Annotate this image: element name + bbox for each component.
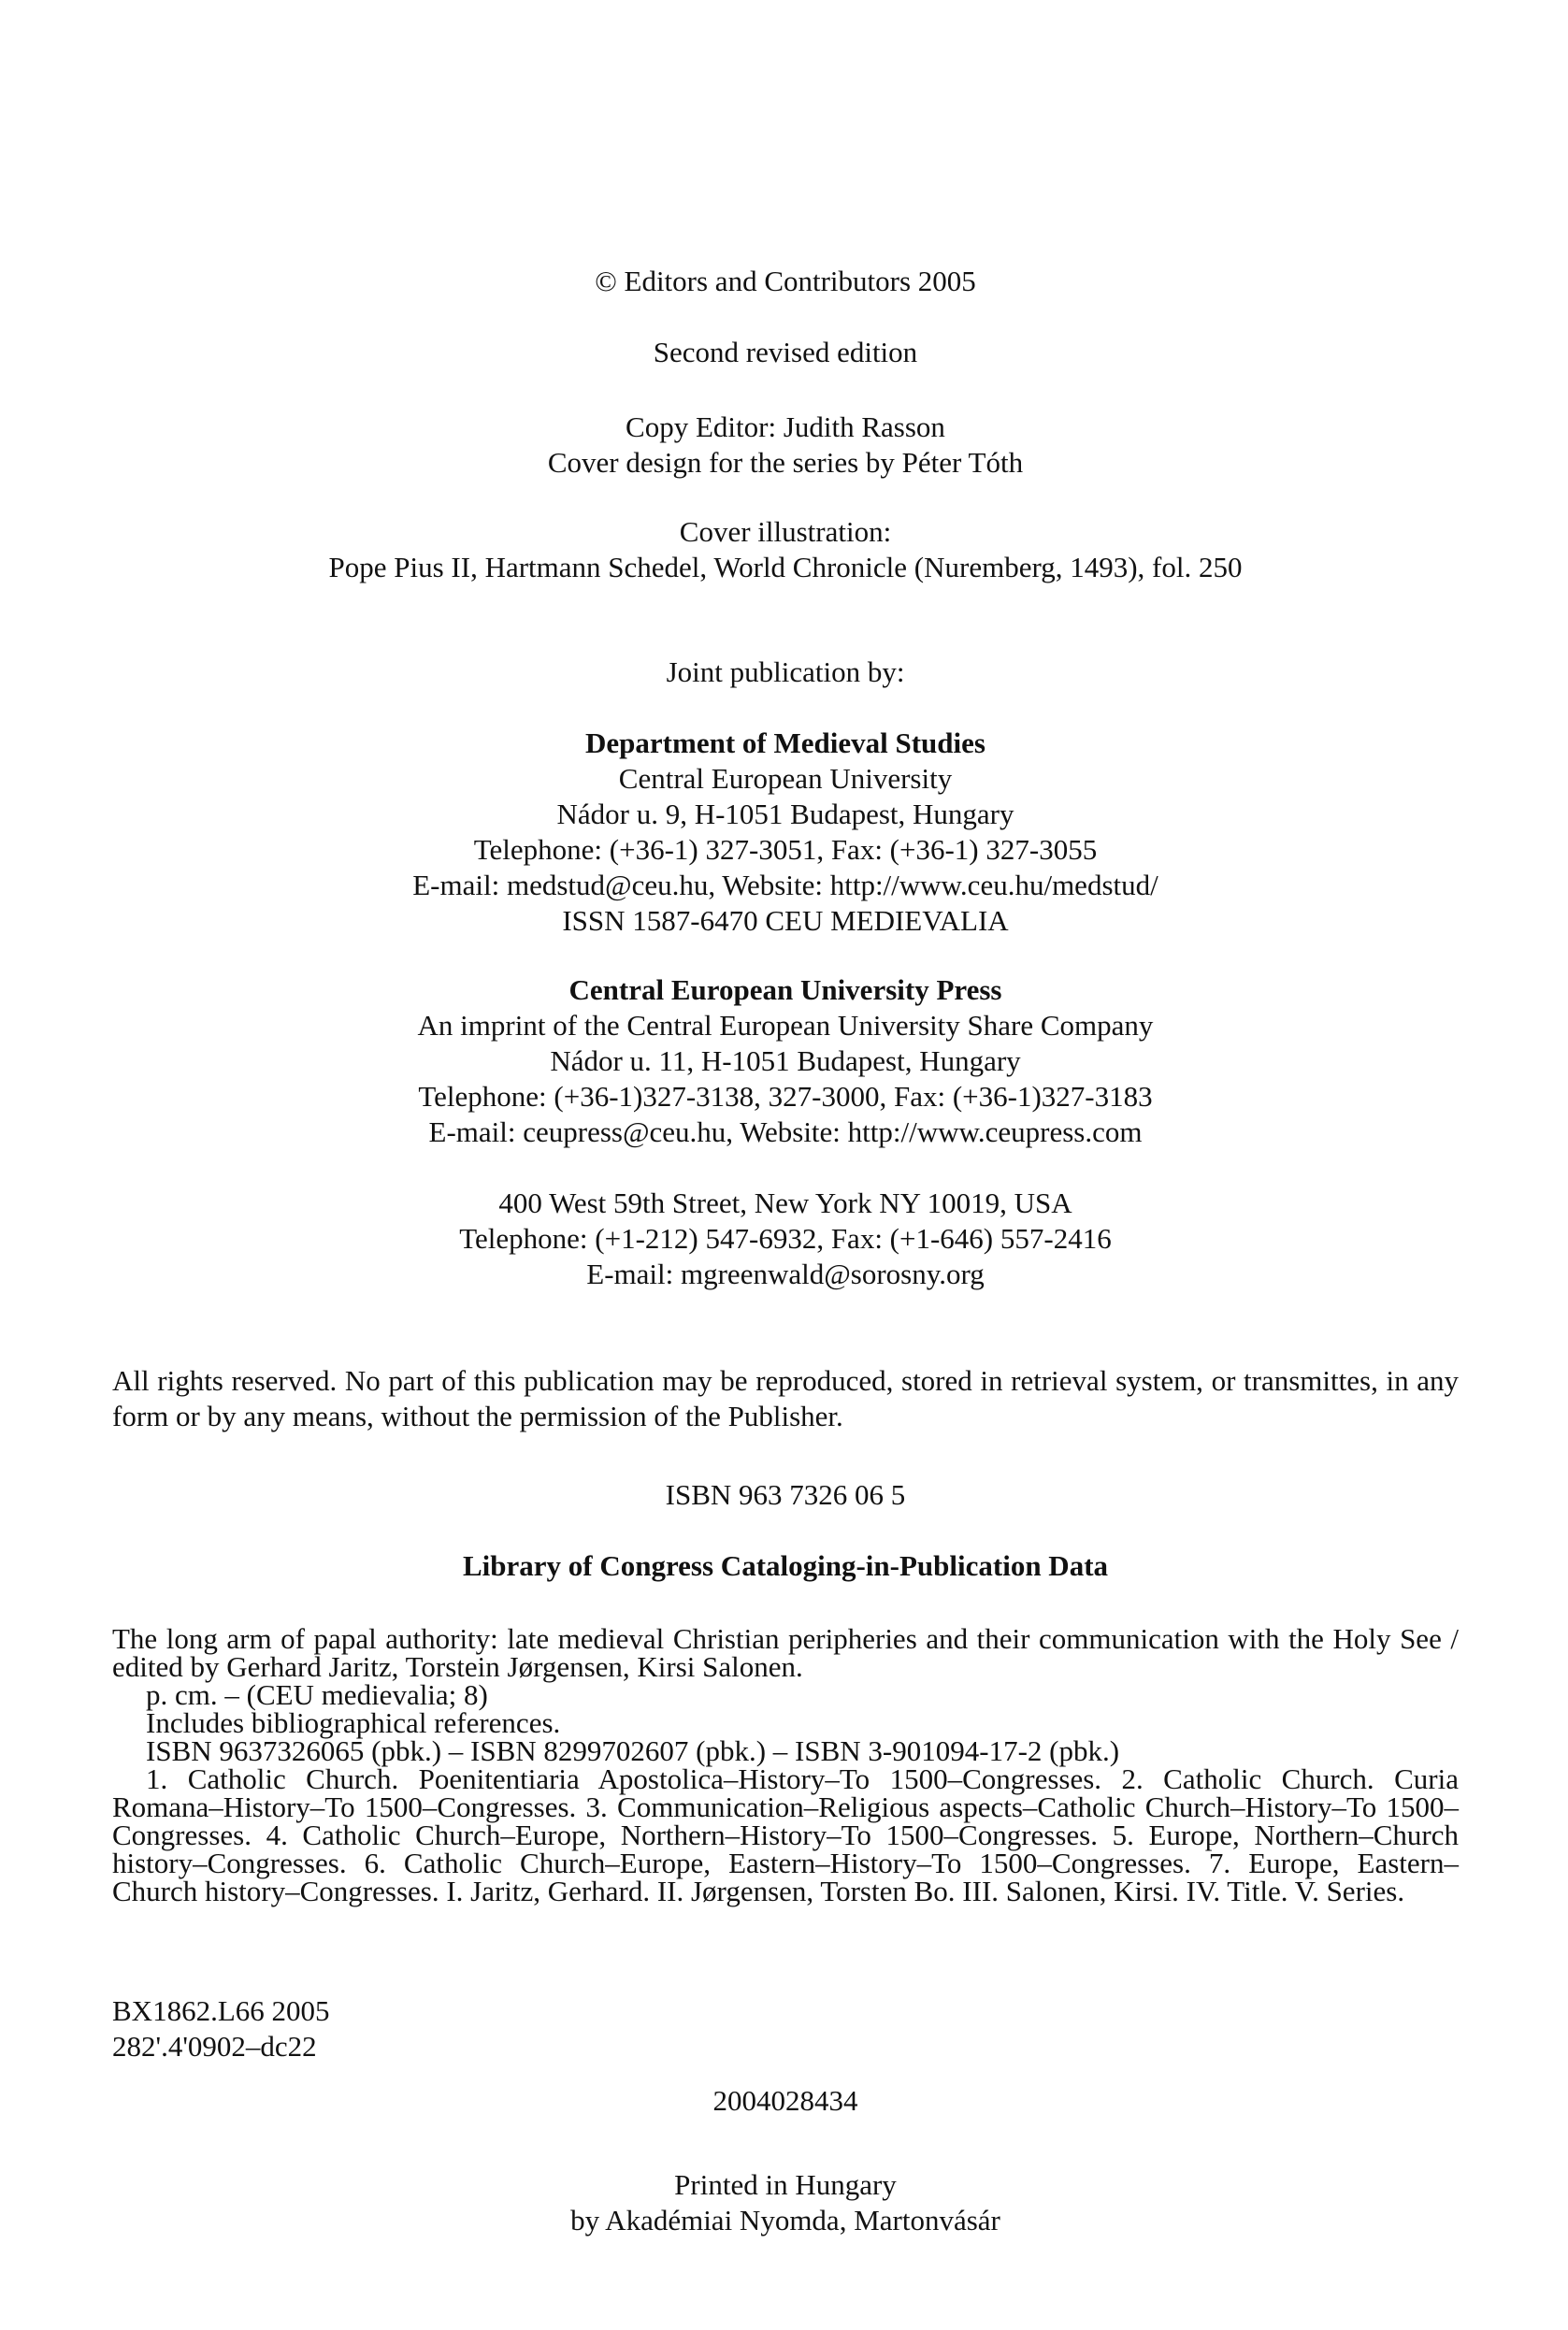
- press-line: E-mail: ceupress@ceu.hu, Website: http://www.ceupress.com: [428, 1115, 1143, 1148]
- lccn-block: [112, 2083, 1459, 2119]
- copyright-page: [112, 0, 1459, 2330]
- classification-block: [112, 1993, 1459, 2064]
- cip-title: The long arm of papal authority: late medieval Christian peripheries and their communication with the Holy See / edited by Gerhard Jaritz, Torstein Jørgensen, Kirsi Salonen.: [112, 1622, 1459, 1683]
- credits-block: [112, 410, 1459, 481]
- dewey-number: 282'.4'0902–dc22: [112, 2030, 317, 2063]
- rights-text: All rights reserved. No part of this publication may be reproduced, stored in retrieval system, or transmittes, in any form or by any means, without the permission of the Publisher.: [112, 1364, 1459, 1432]
- department-line: Nádor u. 9, H-1051 Budapest, Hungary: [556, 798, 1014, 830]
- us-office-line: Telephone: (+1-212) 547-6932, Fax: (+1-646) 557-2416: [459, 1222, 1112, 1255]
- cover-illustration-label: Cover illustration:: [679, 515, 892, 548]
- cover-illustration-block: [112, 514, 1459, 585]
- department-name: Department of Medieval Studies: [585, 726, 985, 759]
- isbn-block: [112, 1477, 1459, 1513]
- copy-editor-line: Copy Editor: Judith Rasson: [626, 410, 945, 443]
- press-address-block: [112, 972, 1459, 1150]
- press-line: Telephone: (+36-1)327-3138, 327-3000, Fax: (+36-1)327-3183: [418, 1080, 1153, 1113]
- cip-subjects: 1. Catholic Church. Poenitentiaria Apostolica–History–To 1500–Congresses. 2. Catholic Church. Curia Romana–History–To 1500–Congresses. 3. Communication–Religious aspects–Catholic Church–History–To 1500–Congresses. 4. Catholic Church–Europe, Northern–History–To 1500–Congresses. 5. Europe, Northern–Church history–Congresses. 6. Catholic Church–Europe, Eastern–History–To 1500–Congresses. 7. Europe, Eastern–Church history–Congresses. I. Jaritz, Gerhard. II. Jørgensen, Torsten Bo. III. Salonen, Kirsi. IV. Title. V. Series.: [112, 1762, 1459, 1907]
- cip-heading: Library of Congress Cataloging-in-Publication Data: [462, 1549, 1109, 1582]
- department-line: ISSN 1587-6470 CEU MEDIEVALIA: [562, 904, 1009, 937]
- edition-line: Second revised edition: [653, 336, 918, 368]
- cip-line: Includes bibliographical references.: [146, 1706, 561, 1739]
- call-number: BX1862.L66 2005: [112, 1994, 330, 2027]
- press-line: An imprint of the Central European University Share Company: [417, 1009, 1154, 1042]
- department-line: E-mail: medstud@ceu.hu, Website: http://www.ceu.hu/medstud/: [412, 869, 1158, 901]
- printed-in-line: Printed in Hungary: [674, 2168, 897, 2201]
- rights-statement: [112, 1363, 1459, 1434]
- department-address-block: [112, 726, 1459, 939]
- department-line: Telephone: (+36-1) 327-3051, Fax: (+36-1) 327-3055: [473, 833, 1098, 866]
- isbn-line: ISBN 963 7326 06 5: [665, 1478, 906, 1511]
- us-office-line: 400 West 59th Street, New York NY 10019, USA: [498, 1187, 1072, 1219]
- edition-note: [112, 335, 1459, 370]
- printer-line: by Akadémiai Nyomda, Martonvásár: [570, 2204, 1000, 2237]
- cip-heading-block: [112, 1548, 1459, 1584]
- us-office-line: E-mail: mgreenwald@sorosny.org: [586, 1258, 985, 1290]
- press-line: Nádor u. 11, H-1051 Budapest, Hungary: [550, 1044, 1021, 1077]
- us-office-block: [112, 1186, 1459, 1292]
- cip-line: ISBN 9637326065 (pbk.) – ISBN 8299702607 (pbk.) – ISBN 3-901094-17-2 (pbk.): [146, 1734, 1120, 1767]
- department-line: Central European University: [618, 762, 953, 795]
- printing-block: [112, 2167, 1459, 2238]
- copyright-notice: [112, 264, 1459, 299]
- cover-design-line: Cover design for the series by Péter Tóth: [547, 446, 1024, 479]
- cover-illustration-text: Pope Pius II, Hartmann Schedel, World Chronicle (Nuremberg, 1493), fol. 250: [328, 551, 1243, 583]
- lccn-number: 2004028434: [712, 2084, 858, 2117]
- copyright-line: © Editors and Contributors 2005: [595, 265, 976, 297]
- cip-line: p. cm. – (CEU medievalia; 8): [146, 1678, 488, 1711]
- cip-record: [112, 1622, 1459, 1907]
- press-name: Central European University Press: [568, 973, 1002, 1006]
- joint-publication-line: Joint publication by:: [666, 655, 905, 688]
- joint-publication-note: [112, 654, 1459, 690]
